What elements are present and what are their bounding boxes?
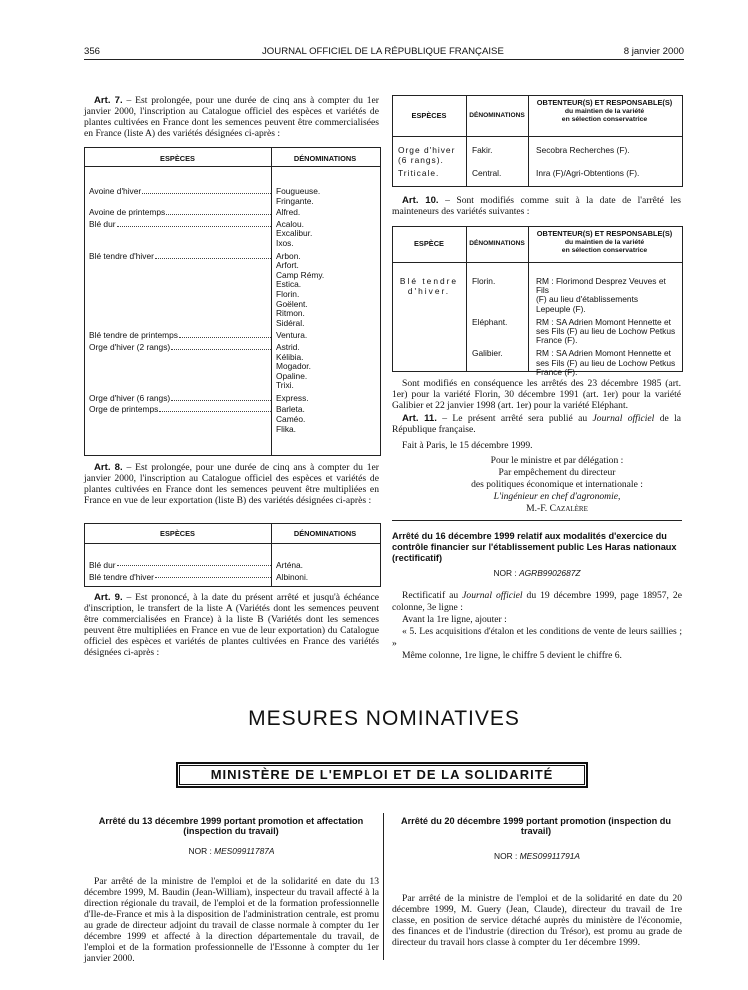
ministry-box [176,762,588,788]
table-row [392,169,681,179]
denomination: Arfort. [276,260,299,271]
obtenteur-line: France (F). [536,335,578,346]
table-row [466,349,681,377]
arrete-20-body: Par arrêté de la ministre de l'emploi et de la solidarité en date du 20 décembre 1999, M. Guery (Jean, Claude), directeur du travail de 1re classe, en position de service détaché auprès du ministère de l'économie, des finances et de l'industrie (direction du Trésor), est promu au grade de directeur du travail hors classe à compter du 1er décembre 1999. [392,893,682,949]
section-title: MESURES NOMINATIVES [248,707,520,730]
table-b-col-especes: ESPÈCES [160,529,195,538]
obtenteur-header-line: en sélection conservatrice [561,247,648,255]
obtenteur-line: RM : SA Adrien Momont Hennette et [536,316,671,327]
denomination-cell [276,343,311,391]
denomination: Camp Rémy. [276,269,325,280]
species-cell [89,331,271,341]
table-b-col-denominations: DÉNOMINATIONS [293,529,357,538]
species-cell [89,394,271,404]
table-c-body [392,146,681,183]
species-name: Blé tendre d'hiver [89,572,154,582]
denomination: Express. [276,392,309,403]
header-rule [84,59,684,60]
arrete-16-title: Arrêté du 16 décembre 1999 relatif aux modalités d'exercice du contrôle financier sur l'établissement public Les Haras nationaux (rectificatif) [392,531,677,563]
table-d-col-denominations: DÉNOMINATIONS [469,240,525,247]
arrete-20-title: Arrêté du 20 décembre 1999 portant promotion (inspection du travail) [400,816,672,837]
arrete-20-nor: NOR : MES09911791A [494,851,580,861]
issue-date: 8 janvier 2000 [623,46,684,57]
denomination: Central. [472,168,502,179]
obtenteur-line: ses Fils (F) au lieu de Lochow Petkus [536,326,676,337]
denomination-cell [276,220,312,249]
obtenteur: Inra (F)/Agri-Obtentions (F). [536,168,640,179]
table-row [89,208,375,218]
denomination: Arbon. [276,250,301,261]
denomination: Sidéral. [276,317,305,328]
arrete-13-title: Arrêté du 13 décembre 1999 portant promotion et affectation (inspection du travail) [98,816,364,837]
species-name: Avoine de printemps [89,207,166,218]
denomination: Fringante. [276,195,314,206]
article-7: Art. 7. – Est prolongée, pour une durée de cinq ans à compter du 1er janvier 2000, l'inscription au Catalogue officiel des espèces et variétés de plantes cultivées en France dont les semences peuvent être commercialisées en France (liste A) des variétés désignées ci-après : [84,95,379,140]
article-8: Art. 8. – Est prolongée, pour une durée de cinq ans à compter du 1er janvier 2000, l'inscription au Catalogue officiel des espèces et variétés de plantes cultivées en France dont les semences peuvent être multipliées en France en vue de leur exportation (liste B) des variétés désignées ci-après : [84,462,379,507]
table-row [89,343,375,391]
obtenteur-line: RM : SA Adrien Momont Hennette et [536,348,671,359]
arrete-13-nor: NOR : MES09911787A [188,846,275,856]
article-11: Art. 11. – Le présent arrêté sera publié au Journal officiel de la République française. [392,413,682,436]
obtenteur-line: (F) au lieu d'établissements [535,294,639,305]
table-a-body [89,187,375,436]
species-line: Triticale. [398,168,440,179]
denomination: Excalibur. [276,228,313,239]
denomination: Opaline. [276,370,308,381]
denomination: Alfred. [276,207,301,218]
denomination: Flika. [276,423,297,434]
table-d-col-espece: ESPÈCE [414,239,444,248]
denomination: Fougueuse. [276,186,321,196]
table-row [89,559,375,571]
table-a-col-denominations: DÉNOMINATIONS [293,154,357,163]
obtenteur-line: ses Fils (F) au lieu de Lochow Petkus [536,357,676,368]
leader-dots [166,208,271,215]
signature-line-3: des politiques économique et internationale : [471,479,643,490]
modification-paragraph: Sont modifiés en conséquence les arrêtés des 23 décembre 1985 (art. 1er) pour la variété Florin, 30 décembre 1991 (art. 1er) pour la variété Galibier et 22 janvier 1998 (art. 1er) pour la variété Eléphant. [392,378,681,412]
table-row [89,220,375,249]
page-number: 356 [84,46,101,57]
denomination: Albinoni. [276,572,309,582]
table-b-header-rule [84,543,381,544]
denomination: Arténa. [276,560,304,570]
leader-dots [155,571,271,578]
arrete-16-nor: NOR : AGRB9902687Z [493,568,581,578]
species-cell [392,146,466,165]
signature-line-2: Par empêchement du directeur [498,467,616,478]
leader-dots [142,187,271,194]
species-name: Blé tendre de printemps [89,330,178,341]
denomination: Florin. [472,276,496,286]
table-row [89,405,375,434]
species-cell [89,343,271,391]
leader-dots [159,405,271,412]
signature-line-1: Pour le ministre et par délégation : [490,455,624,466]
denomination-cell [276,208,300,218]
denomination: Ixos. [276,237,294,248]
arrete-16-rule [392,520,682,521]
obtenteur-header-line: du maintien de la variété [564,107,645,115]
obtenteur-header-line: en sélection conservatrice [561,116,648,124]
denomination-cell [276,252,324,329]
species-name: Blé dur [89,218,116,229]
table-row [89,571,375,583]
species-cell [89,571,271,583]
denomination: Fakir. [472,145,493,155]
table-c-header-rule [392,136,683,137]
species-cell [392,169,466,179]
signature-name: M.-F. Cazalère [526,503,588,514]
obtenteur-line: Lepeuple (F). [535,303,586,314]
denomination: Goëlent. [276,298,308,309]
species-name: Orge d'hiver (2 rangs) [89,341,171,352]
table-c-col-especes: ESPÈCES [411,111,447,120]
denomination-cell [276,394,309,404]
page-header [84,46,684,58]
denomination: Astrid. [276,341,300,352]
leader-dots [171,394,271,401]
obtenteur-line: France (F). [536,366,578,377]
denomination: Ventura. [276,330,308,341]
obtenteur-header-line: du maintien de la variété [564,238,645,246]
leader-dots [171,343,271,350]
species-cell [89,220,271,249]
obtenteur: Secobra Recherches (F). [536,145,630,155]
table-c-col-denominations: DÉNOMINATIONS [469,112,525,119]
denomination: Caméo. [276,414,306,425]
species-name: Orge d'hiver (6 rangs) [89,392,171,403]
denomination: Ritmon. [276,308,305,319]
table-row [466,318,681,346]
table-row [392,146,681,165]
denomination: Kélibia. [276,351,304,362]
denomination-cell [276,331,307,341]
denomination: Eléphant. [472,316,508,327]
denomination: Florin. [276,288,300,299]
obtenteur [528,349,675,377]
species-name: Blé dur [89,560,116,570]
obtenteur [528,318,675,346]
denomination-cell [276,405,305,434]
species-name: Avoine d'hiver [89,186,142,196]
leader-dots [155,252,271,259]
species-cell [89,405,271,434]
signature-line-4: L'ingénieur en chef d'agronomie, [493,491,621,502]
table-row [466,277,681,314]
fait-a-paris: Fait à Paris, le 15 décembre 1999. [402,440,533,451]
table-d-body [466,277,681,381]
table-row [89,252,375,329]
denomination: Estica. [276,279,302,290]
species-cell [89,208,271,218]
leader-dots [179,331,271,338]
obtenteur [528,277,681,314]
obtenteur-line: RM : Florimond Desprez Veuves et Fils [535,276,666,296]
table-d-col-obtenteur [528,230,681,256]
signature-block [392,455,682,515]
obtenteur-header-line: OBTENTEUR(S) ET RESPONSABLE(S) [536,229,673,238]
denomination: Acalou. [276,218,304,229]
leader-dots [117,559,271,566]
denomination: Barleta. [276,404,305,415]
article-10: Art. 10. – Sont modifiés comme suit à la date de l'arrêté les mainteneurs des variétés suivantes : [392,195,681,218]
species-name: Blé tendre d'hiver [89,250,154,261]
table-row [89,394,375,404]
article-9: Art. 9. – Est prononcé, à la date du présent arrêté et jusqu'à échéance d'inscription, le transfert de la liste A (Variétés dont les semences peuvent être commercialisées en France) à la liste B (Variétés dont les semences peuvent être multipliées en France en vue de leur exportation) du Catalogue officiel des espèces et variétés de plantes cultivées en France des variétés désignées ci-après : [84,592,379,659]
table-row [89,331,375,341]
table-b-body [89,559,375,583]
species-line: Orge d'hiver [398,145,456,155]
obtenteur-header-line: OBTENTEUR(S) ET RESPONSABLE(S) [536,98,673,107]
denomination: Trixi. [276,380,294,391]
arrete-16-body: Rectificatif au Journal officiel du 19 décembre 1999, page 18957, 2e colonne, 3e ligne : Avant la 1re ligne, ajouter : « 5. Les acquisitions d'étalon et les conditions de vente de leurs saillies ; » Même colonne, 1re ligne, le chiffre 5 devient le chiffre 6. [392,590,682,661]
species-cell [89,559,271,571]
table-c-col-obtenteur [528,99,681,125]
denomination: Galibier. [472,348,503,359]
species-name: Orge de printemps [89,404,159,415]
journal-title: JOURNAL OFFICIEL DE LA RÉPUBLIQUE FRANÇAISE [262,46,504,57]
species-line: d'hiver. [407,285,451,296]
table-a-header-rule [84,166,381,167]
arrete-13-body: Par arrêté de la ministre de l'emploi et de la solidarité en date du 13 décembre 1999, M. Baudin (Jean-William), inspecteur du travail affecté à la direction régionale du travail, de l'emploi et de la formation professionnelle d'Ile-de-France et mis à la disposition de l'administration centrale, est promu au grade de directeur adjoint du travail de classe normale à compter du 1er décembre 1999 et affecté à la direction départementale du travail, de l'emploi et de la formation professionnelle de l'Essonne à compter du 1er janvier 2000. [84,876,379,965]
species-line: (6 rangs). [398,154,444,165]
species-cell [89,187,271,206]
table-a-col-especes: ESPÈCES [160,154,195,163]
species-line: Blé tendre [399,276,459,286]
table-d-espece [392,277,466,296]
ministry-name: MINISTÈRE DE L'EMPLOI ET DE LA SOLIDARITÉ [210,767,554,782]
table-row [89,187,375,206]
denomination: Mogador. [276,361,311,372]
species-cell [89,252,271,329]
column-separator [383,813,384,960]
table-d-header-rule [392,262,683,263]
denomination-cell [276,187,320,206]
leader-dots [117,220,271,227]
